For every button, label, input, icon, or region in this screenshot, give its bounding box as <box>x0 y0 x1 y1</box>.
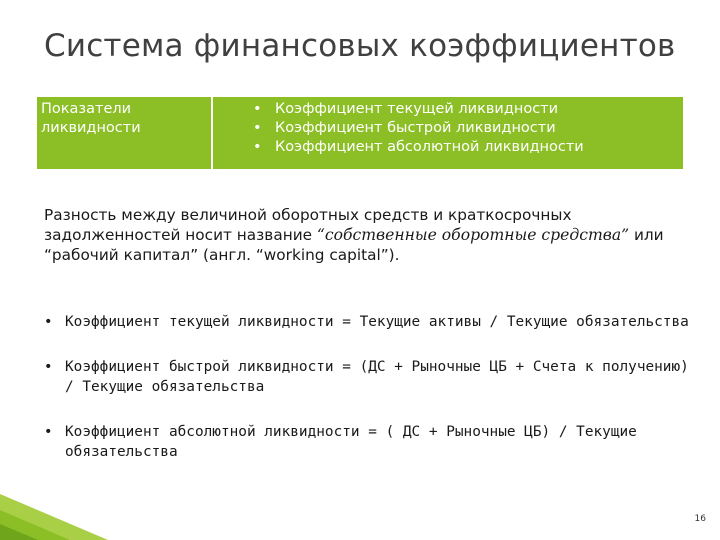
liquidity-table <box>37 97 683 169</box>
working-capital-paragraph <box>44 205 694 265</box>
paragraph-text-1: Разность между величиной оборотных средств и краткосрочных задолженностей носит название <box>44 206 572 244</box>
paragraph-text-2: или “рабочий капитал” (англ. “working capital”). <box>44 226 664 264</box>
list-item: • Коэффициент текущей ликвидности <box>253 100 683 119</box>
formula-list <box>44 312 704 462</box>
formula-quick-ratio: • Коэффициент быстрой ликвидности = (ДС + Рыночные ЦБ + Счета к получению) / Текущие обязательства <box>44 357 704 397</box>
list-item: • Коэффициент абсолютной ликвидности <box>253 138 683 157</box>
formula-absolute-ratio: • Коэффициент абсолютной ликвидности = ( ДС + Рыночные ЦБ) / Текущие обязательства <box>44 422 704 462</box>
table-left-label: Показатели ликвидности <box>37 97 211 169</box>
liquidity-ratio-list <box>253 100 683 157</box>
table-right-cell <box>213 97 683 169</box>
slide-title: Система финансовых коэффициентов <box>44 28 676 64</box>
formula-current-ratio: • Коэффициент текущей ликвидности = Текущие активы / Текущие обязательства <box>44 312 704 332</box>
page-number: 16 <box>694 514 706 524</box>
paragraph-term: “собственные оборотные средства” <box>316 226 630 244</box>
list-item: • Коэффициент быстрой ликвидности <box>253 119 683 138</box>
corner-decoration <box>0 450 120 540</box>
